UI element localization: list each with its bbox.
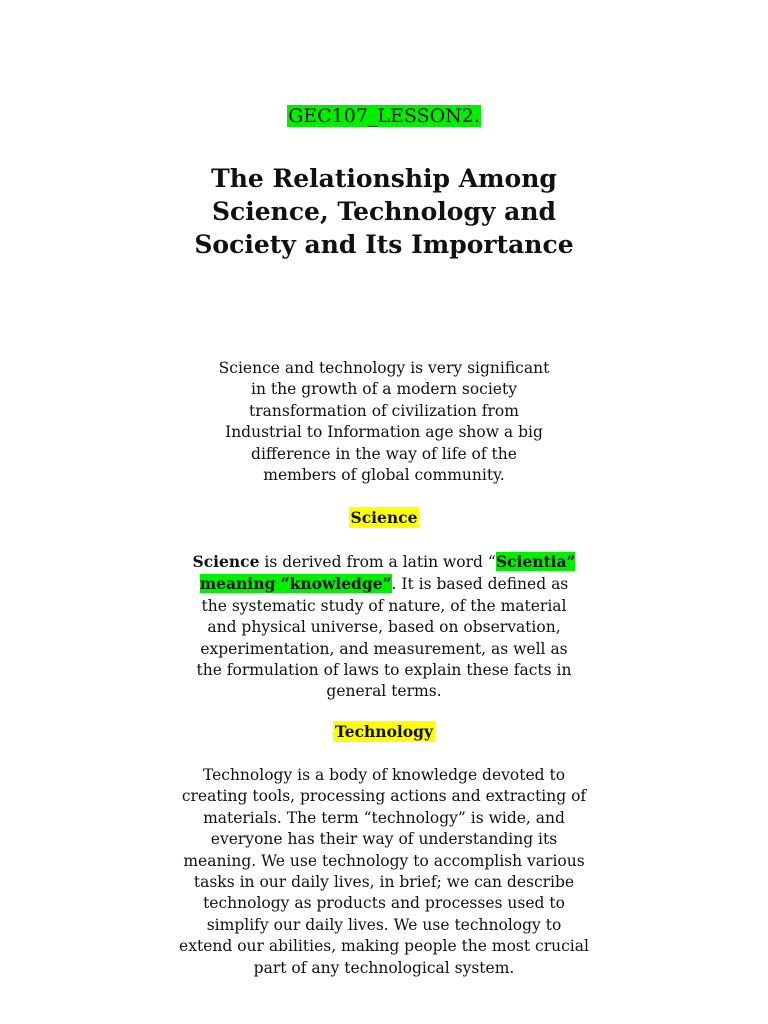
intro-line: Industrial to Information age show a big	[225, 423, 543, 442]
science-heading	[0, 507, 768, 529]
technology-line: technology as products and processes used to	[203, 894, 565, 913]
intro-line: transformation of civilization from	[249, 401, 519, 420]
technology-line: part of any technological system.	[253, 958, 515, 977]
title-line: The Relationship Among	[211, 164, 557, 193]
technology-line: Technology is a body of knowledge devoted to	[202, 766, 566, 784]
technology-line: meaning. We use technology to accomplish various	[183, 851, 585, 870]
science-line: the formulation of laws to explain these facts in	[196, 661, 572, 680]
technology-line: creating tools, processing actions and extracting of	[181, 787, 587, 806]
knowledge-highlight: meaning “knowledge”	[199, 574, 392, 594]
science-line: general terms.	[326, 682, 442, 701]
title-line: Science, Technology and	[211, 197, 557, 226]
scientia-highlight: Scientia”	[495, 552, 576, 571]
intro-line: difference in the way of life of the	[251, 444, 517, 463]
intro-paragraph	[0, 358, 768, 486]
technology-line: everyone has their way of understanding its	[210, 830, 558, 849]
intro-line: in the growth of a modern society	[251, 380, 517, 399]
science-line: and physical universe, based on observation,	[207, 618, 561, 637]
technology-line: tasks in our daily lives, in brief; we can describe	[193, 873, 575, 892]
technology-line: simplify our daily lives. We use technology to	[206, 915, 562, 934]
technology-heading	[0, 721, 768, 743]
document-code-highlight: GEC107_LESSON2.	[288, 105, 480, 127]
science-line-text: . It is based defined as	[391, 575, 569, 594]
intro-line: members of global community.	[263, 466, 505, 485]
science-paragraph	[0, 551, 768, 703]
science-line	[0, 573, 768, 595]
science-line-text: is derived from a latin word “	[259, 553, 496, 571]
science-line	[0, 551, 768, 573]
technology-heading-label: Technology	[334, 722, 433, 741]
science-term: Science	[192, 552, 260, 571]
technology-line: extend our abilities, making people the most crucial	[179, 937, 589, 956]
technology-paragraph	[0, 765, 768, 979]
technology-line: materials. The term “technology” is wide, and	[203, 808, 565, 827]
science-heading-label: Science	[350, 508, 418, 527]
title-line: Society and Its Importance	[194, 230, 574, 259]
science-line: the systematic study of nature, of the material	[201, 596, 567, 615]
document-title	[0, 162, 768, 261]
science-line: experimentation, and measurement, as well as	[200, 639, 568, 658]
document-code	[0, 102, 768, 130]
intro-line: Science and technology is very significant	[218, 359, 550, 377]
